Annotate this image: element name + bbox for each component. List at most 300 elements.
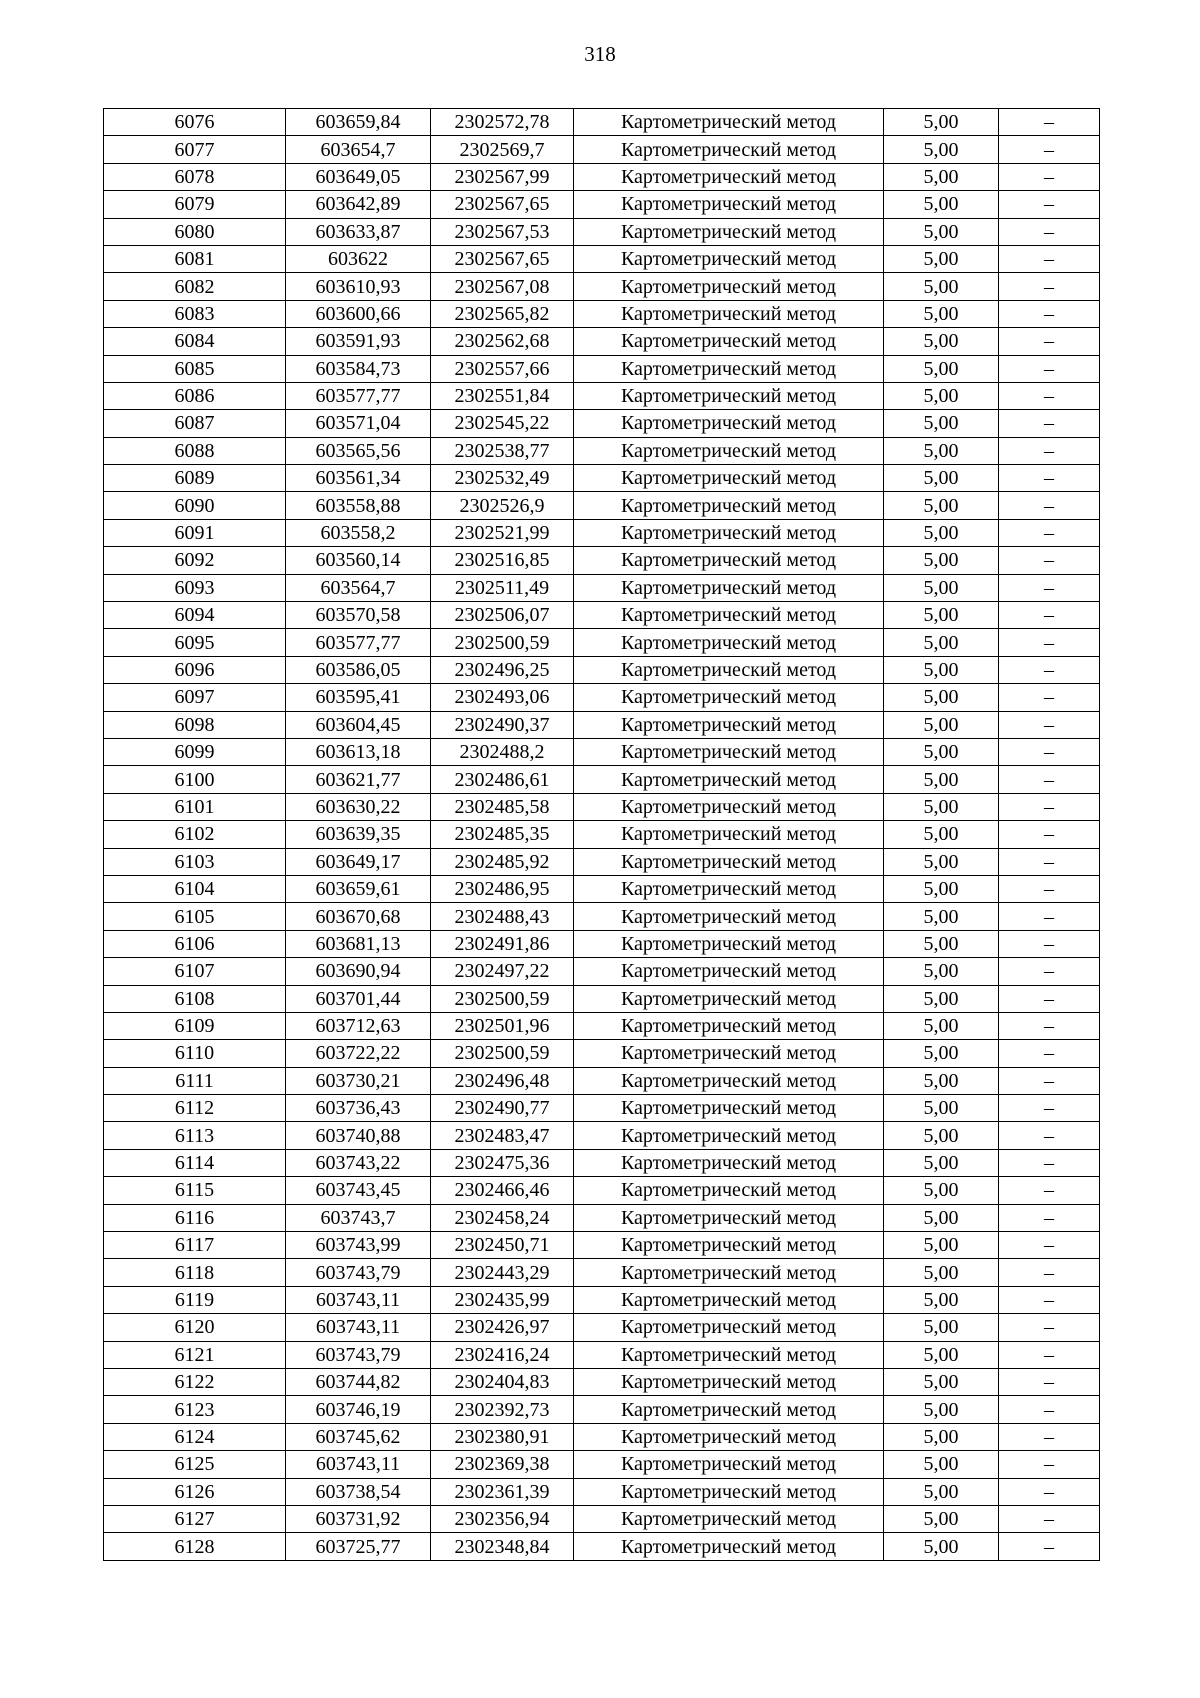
description-cell: – [999, 355, 1100, 382]
error-cell: 5,00 [884, 1341, 999, 1368]
table-row [104, 1040, 1100, 1067]
description-cell: – [999, 930, 1100, 957]
x-coordinate-cell: 603670,68 [286, 903, 431, 930]
x-coordinate-cell: 603738,54 [286, 1478, 431, 1505]
table-row [104, 766, 1100, 793]
point-number-cell: 6103 [104, 848, 286, 875]
x-coordinate-cell: 603659,84 [286, 109, 431, 136]
table-row [104, 191, 1100, 218]
description-cell: – [999, 1368, 1100, 1395]
table-row [104, 1177, 1100, 1204]
x-coordinate-cell: 603565,56 [286, 437, 431, 464]
table-row [104, 465, 1100, 492]
method-cell: Картометрический метод [574, 1396, 884, 1423]
x-coordinate-cell: 603681,13 [286, 930, 431, 957]
y-coordinate-cell: 2302496,48 [431, 1067, 574, 1094]
description-cell: – [999, 300, 1100, 327]
description-cell: – [999, 1451, 1100, 1478]
method-cell: Картометрический метод [574, 656, 884, 683]
method-cell: Картометрический метод [574, 1122, 884, 1149]
point-number-cell: 6099 [104, 738, 286, 765]
error-cell: 5,00 [884, 903, 999, 930]
description-cell: – [999, 958, 1100, 985]
y-coordinate-cell: 2302545,22 [431, 410, 574, 437]
point-number-cell: 6119 [104, 1286, 286, 1313]
error-cell: 5,00 [884, 1012, 999, 1039]
error-cell: 5,00 [884, 382, 999, 409]
table-row [104, 821, 1100, 848]
point-number-cell: 6092 [104, 547, 286, 574]
error-cell: 5,00 [884, 1177, 999, 1204]
point-number-cell: 6096 [104, 656, 286, 683]
y-coordinate-cell: 2302497,22 [431, 958, 574, 985]
x-coordinate-cell: 603712,63 [286, 1012, 431, 1039]
x-coordinate-cell: 603564,7 [286, 574, 431, 601]
y-coordinate-cell: 2302493,06 [431, 684, 574, 711]
error-cell: 5,00 [884, 656, 999, 683]
table-row [104, 382, 1100, 409]
point-number-cell: 6124 [104, 1423, 286, 1450]
table-row [104, 519, 1100, 546]
x-coordinate-cell: 603570,58 [286, 602, 431, 629]
point-number-cell: 6114 [104, 1149, 286, 1176]
method-cell: Картометрический метод [574, 1286, 884, 1313]
y-coordinate-cell: 2302500,59 [431, 629, 574, 656]
error-cell: 5,00 [884, 1451, 999, 1478]
x-coordinate-cell: 603743,11 [286, 1314, 431, 1341]
error-cell: 5,00 [884, 1149, 999, 1176]
y-coordinate-cell: 2302475,36 [431, 1149, 574, 1176]
description-cell: – [999, 465, 1100, 492]
table-row [104, 793, 1100, 820]
point-number-cell: 6111 [104, 1067, 286, 1094]
table-row [104, 1423, 1100, 1450]
y-coordinate-cell: 2302567,53 [431, 218, 574, 245]
table-row [104, 1149, 1100, 1176]
coordinates-table-body [104, 109, 1100, 1561]
description-cell: – [999, 574, 1100, 601]
point-number-cell: 6100 [104, 766, 286, 793]
y-coordinate-cell: 2302500,59 [431, 985, 574, 1012]
method-cell: Картометрический метод [574, 218, 884, 245]
method-cell: Картометрический метод [574, 109, 884, 136]
error-cell: 5,00 [884, 1122, 999, 1149]
point-number-cell: 6117 [104, 1232, 286, 1259]
description-cell: – [999, 1040, 1100, 1067]
description-cell: – [999, 191, 1100, 218]
method-cell: Картометрический метод [574, 1232, 884, 1259]
y-coordinate-cell: 2302485,58 [431, 793, 574, 820]
table-row [104, 1012, 1100, 1039]
point-number-cell: 6093 [104, 574, 286, 601]
point-number-cell: 6107 [104, 958, 286, 985]
y-coordinate-cell: 2302486,61 [431, 766, 574, 793]
x-coordinate-cell: 603577,77 [286, 382, 431, 409]
method-cell: Картометрический метод [574, 766, 884, 793]
point-number-cell: 6085 [104, 355, 286, 382]
error-cell: 5,00 [884, 1396, 999, 1423]
point-number-cell: 6120 [104, 1314, 286, 1341]
x-coordinate-cell: 603743,79 [286, 1259, 431, 1286]
point-number-cell: 6126 [104, 1478, 286, 1505]
y-coordinate-cell: 2302567,65 [431, 191, 574, 218]
point-number-cell: 6105 [104, 903, 286, 930]
description-cell: – [999, 410, 1100, 437]
method-cell: Картометрический метод [574, 465, 884, 492]
x-coordinate-cell: 603622 [286, 245, 431, 272]
method-cell: Картометрический метод [574, 1533, 884, 1560]
method-cell: Картометрический метод [574, 163, 884, 190]
point-number-cell: 6081 [104, 245, 286, 272]
method-cell: Картометрический метод [574, 793, 884, 820]
method-cell: Картометрический метод [574, 410, 884, 437]
y-coordinate-cell: 2302572,78 [431, 109, 574, 136]
y-coordinate-cell: 2302557,66 [431, 355, 574, 382]
description-cell: – [999, 163, 1100, 190]
x-coordinate-cell: 603649,05 [286, 163, 431, 190]
table-row [104, 875, 1100, 902]
method-cell: Картометрический метод [574, 1368, 884, 1395]
y-coordinate-cell: 2302562,68 [431, 328, 574, 355]
description-cell: – [999, 1012, 1100, 1039]
coordinates-table [103, 108, 1100, 1561]
method-cell: Картометрический метод [574, 273, 884, 300]
table-row [104, 437, 1100, 464]
table-row [104, 711, 1100, 738]
description-cell: – [999, 1122, 1100, 1149]
y-coordinate-cell: 2302491,86 [431, 930, 574, 957]
point-number-cell: 6094 [104, 602, 286, 629]
point-number-cell: 6108 [104, 985, 286, 1012]
description-cell: – [999, 1067, 1100, 1094]
y-coordinate-cell: 2302392,73 [431, 1396, 574, 1423]
y-coordinate-cell: 2302488,43 [431, 903, 574, 930]
x-coordinate-cell: 603630,22 [286, 793, 431, 820]
table-row [104, 492, 1100, 519]
table-row [104, 1505, 1100, 1532]
error-cell: 5,00 [884, 875, 999, 902]
y-coordinate-cell: 2302450,71 [431, 1232, 574, 1259]
error-cell: 5,00 [884, 821, 999, 848]
point-number-cell: 6097 [104, 684, 286, 711]
point-number-cell: 6128 [104, 1533, 286, 1560]
table-row [104, 1396, 1100, 1423]
error-cell: 5,00 [884, 1040, 999, 1067]
point-number-cell: 6095 [104, 629, 286, 656]
error-cell: 5,00 [884, 711, 999, 738]
table-row [104, 328, 1100, 355]
x-coordinate-cell: 603561,34 [286, 465, 431, 492]
table-row [104, 163, 1100, 190]
table-row [104, 930, 1100, 957]
table-row [104, 1286, 1100, 1313]
error-cell: 5,00 [884, 410, 999, 437]
method-cell: Картометрический метод [574, 355, 884, 382]
method-cell: Картометрический метод [574, 1095, 884, 1122]
x-coordinate-cell: 603571,04 [286, 410, 431, 437]
table-row [104, 1314, 1100, 1341]
x-coordinate-cell: 603560,14 [286, 547, 431, 574]
description-cell: – [999, 547, 1100, 574]
x-coordinate-cell: 603633,87 [286, 218, 431, 245]
x-coordinate-cell: 603586,05 [286, 656, 431, 683]
table-row [104, 629, 1100, 656]
point-number-cell: 6110 [104, 1040, 286, 1067]
method-cell: Картометрический метод [574, 1478, 884, 1505]
description-cell: – [999, 629, 1100, 656]
description-cell: – [999, 738, 1100, 765]
method-cell: Картометрический метод [574, 547, 884, 574]
y-coordinate-cell: 2302443,29 [431, 1259, 574, 1286]
description-cell: – [999, 1259, 1100, 1286]
error-cell: 5,00 [884, 328, 999, 355]
point-number-cell: 6083 [104, 300, 286, 327]
point-number-cell: 6115 [104, 1177, 286, 1204]
table-row [104, 958, 1100, 985]
x-coordinate-cell: 603610,93 [286, 273, 431, 300]
x-coordinate-cell: 603722,22 [286, 1040, 431, 1067]
page-number: 318 [584, 42, 616, 66]
method-cell: Картометрический метод [574, 1451, 884, 1478]
point-number-cell: 6080 [104, 218, 286, 245]
description-cell: – [999, 1177, 1100, 1204]
x-coordinate-cell: 603642,89 [286, 191, 431, 218]
method-cell: Картометрический метод [574, 437, 884, 464]
x-coordinate-cell: 603659,61 [286, 875, 431, 902]
method-cell: Картометрический метод [574, 903, 884, 930]
description-cell: – [999, 1204, 1100, 1231]
method-cell: Картометрический метод [574, 1259, 884, 1286]
error-cell: 5,00 [884, 300, 999, 327]
error-cell: 5,00 [884, 602, 999, 629]
y-coordinate-cell: 2302551,84 [431, 382, 574, 409]
description-cell: – [999, 711, 1100, 738]
point-number-cell: 6079 [104, 191, 286, 218]
description-cell: – [999, 1286, 1100, 1313]
point-number-cell: 6091 [104, 519, 286, 546]
description-cell: – [999, 793, 1100, 820]
method-cell: Картометрический метод [574, 1040, 884, 1067]
table-row [104, 1259, 1100, 1286]
description-cell: – [999, 848, 1100, 875]
point-number-cell: 6076 [104, 109, 286, 136]
description-cell: – [999, 821, 1100, 848]
x-coordinate-cell: 603743,99 [286, 1232, 431, 1259]
description-cell: – [999, 1423, 1100, 1450]
method-cell: Картометрический метод [574, 738, 884, 765]
y-coordinate-cell: 2302490,37 [431, 711, 574, 738]
description-cell: – [999, 875, 1100, 902]
method-cell: Картометрический метод [574, 519, 884, 546]
description-cell: – [999, 1232, 1100, 1259]
table-row [104, 245, 1100, 272]
y-coordinate-cell: 2302416,24 [431, 1341, 574, 1368]
error-cell: 5,00 [884, 848, 999, 875]
method-cell: Картометрический метод [574, 328, 884, 355]
x-coordinate-cell: 603600,66 [286, 300, 431, 327]
error-cell: 5,00 [884, 684, 999, 711]
error-cell: 5,00 [884, 1423, 999, 1450]
error-cell: 5,00 [884, 492, 999, 519]
description-cell: – [999, 492, 1100, 519]
y-coordinate-cell: 2302521,99 [431, 519, 574, 546]
table-row [104, 574, 1100, 601]
y-coordinate-cell: 2302565,82 [431, 300, 574, 327]
table-row [104, 1122, 1100, 1149]
method-cell: Картометрический метод [574, 382, 884, 409]
description-cell: – [999, 985, 1100, 1012]
method-cell: Картометрический метод [574, 985, 884, 1012]
point-number-cell: 6122 [104, 1368, 286, 1395]
y-coordinate-cell: 2302500,59 [431, 1040, 574, 1067]
description-cell: – [999, 245, 1100, 272]
y-coordinate-cell: 2302485,35 [431, 821, 574, 848]
x-coordinate-cell: 603746,19 [286, 1396, 431, 1423]
method-cell: Картометрический метод [574, 821, 884, 848]
y-coordinate-cell: 2302496,25 [431, 656, 574, 683]
point-number-cell: 6106 [104, 930, 286, 957]
method-cell: Картометрический метод [574, 629, 884, 656]
method-cell: Картометрический метод [574, 492, 884, 519]
x-coordinate-cell: 603584,73 [286, 355, 431, 382]
table-row [104, 410, 1100, 437]
x-coordinate-cell: 603604,45 [286, 711, 431, 738]
error-cell: 5,00 [884, 1368, 999, 1395]
point-number-cell: 6087 [104, 410, 286, 437]
point-number-cell: 6118 [104, 1259, 286, 1286]
error-cell: 5,00 [884, 1259, 999, 1286]
error-cell: 5,00 [884, 273, 999, 300]
error-cell: 5,00 [884, 163, 999, 190]
error-cell: 5,00 [884, 793, 999, 820]
x-coordinate-cell: 603743,22 [286, 1149, 431, 1176]
method-cell: Картометрический метод [574, 1012, 884, 1039]
error-cell: 5,00 [884, 1095, 999, 1122]
error-cell: 5,00 [884, 519, 999, 546]
description-cell: – [999, 1533, 1100, 1560]
point-number-cell: 6116 [104, 1204, 286, 1231]
error-cell: 5,00 [884, 1286, 999, 1313]
error-cell: 5,00 [884, 1533, 999, 1560]
error-cell: 5,00 [884, 355, 999, 382]
x-coordinate-cell: 603649,17 [286, 848, 431, 875]
table-row [104, 985, 1100, 1012]
method-cell: Картометрический метод [574, 574, 884, 601]
table-row [104, 848, 1100, 875]
x-coordinate-cell: 603743,7 [286, 1204, 431, 1231]
y-coordinate-cell: 2302567,99 [431, 163, 574, 190]
table-row [104, 1533, 1100, 1560]
table-row [104, 1478, 1100, 1505]
error-cell: 5,00 [884, 547, 999, 574]
method-cell: Картометрический метод [574, 1177, 884, 1204]
x-coordinate-cell: 603743,11 [286, 1451, 431, 1478]
error-cell: 5,00 [884, 218, 999, 245]
table-row [104, 273, 1100, 300]
description-cell: – [999, 519, 1100, 546]
table-row [104, 300, 1100, 327]
method-cell: Картометрический метод [574, 930, 884, 957]
method-cell: Картометрический метод [574, 875, 884, 902]
error-cell: 5,00 [884, 245, 999, 272]
x-coordinate-cell: 603725,77 [286, 1533, 431, 1560]
description-cell: – [999, 1396, 1100, 1423]
x-coordinate-cell: 603743,45 [286, 1177, 431, 1204]
description-cell: – [999, 1314, 1100, 1341]
x-coordinate-cell: 603743,11 [286, 1286, 431, 1313]
error-cell: 5,00 [884, 629, 999, 656]
x-coordinate-cell: 603743,79 [286, 1341, 431, 1368]
error-cell: 5,00 [884, 574, 999, 601]
x-coordinate-cell: 603558,2 [286, 519, 431, 546]
error-cell: 5,00 [884, 191, 999, 218]
method-cell: Картометрический метод [574, 1341, 884, 1368]
table-row [104, 738, 1100, 765]
error-cell: 5,00 [884, 136, 999, 163]
description-cell: – [999, 766, 1100, 793]
description-cell: – [999, 1095, 1100, 1122]
table-row [104, 1368, 1100, 1395]
x-coordinate-cell: 603621,77 [286, 766, 431, 793]
table-row [104, 109, 1100, 136]
error-cell: 5,00 [884, 1505, 999, 1532]
description-cell: – [999, 109, 1100, 136]
x-coordinate-cell: 603730,21 [286, 1067, 431, 1094]
point-number-cell: 6090 [104, 492, 286, 519]
description-cell: – [999, 1478, 1100, 1505]
table-row [104, 903, 1100, 930]
method-cell: Картометрический метод [574, 1423, 884, 1450]
y-coordinate-cell: 2302485,92 [431, 848, 574, 875]
error-cell: 5,00 [884, 465, 999, 492]
y-coordinate-cell: 2302466,46 [431, 1177, 574, 1204]
error-cell: 5,00 [884, 1478, 999, 1505]
point-number-cell: 6127 [104, 1505, 286, 1532]
x-coordinate-cell: 603736,43 [286, 1095, 431, 1122]
y-coordinate-cell: 2302567,08 [431, 273, 574, 300]
method-cell: Картометрический метод [574, 136, 884, 163]
y-coordinate-cell: 2302426,97 [431, 1314, 574, 1341]
error-cell: 5,00 [884, 1232, 999, 1259]
point-number-cell: 6084 [104, 328, 286, 355]
table-row [104, 1341, 1100, 1368]
x-coordinate-cell: 603745,62 [286, 1423, 431, 1450]
description-cell: – [999, 328, 1100, 355]
y-coordinate-cell: 2302511,49 [431, 574, 574, 601]
description-cell: – [999, 1505, 1100, 1532]
x-coordinate-cell: 603740,88 [286, 1122, 431, 1149]
error-cell: 5,00 [884, 738, 999, 765]
method-cell: Картометрический метод [574, 1067, 884, 1094]
point-number-cell: 6123 [104, 1396, 286, 1423]
table-row [104, 355, 1100, 382]
x-coordinate-cell: 603591,93 [286, 328, 431, 355]
table-row [104, 1451, 1100, 1478]
method-cell: Картометрический метод [574, 300, 884, 327]
x-coordinate-cell: 603744,82 [286, 1368, 431, 1395]
point-number-cell: 6082 [104, 273, 286, 300]
y-coordinate-cell: 2302567,65 [431, 245, 574, 272]
point-number-cell: 6102 [104, 821, 286, 848]
description-cell: – [999, 136, 1100, 163]
x-coordinate-cell: 603577,77 [286, 629, 431, 656]
error-cell: 5,00 [884, 930, 999, 957]
description-cell: – [999, 273, 1100, 300]
table-row [104, 1067, 1100, 1094]
method-cell: Картометрический метод [574, 958, 884, 985]
y-coordinate-cell: 2302538,77 [431, 437, 574, 464]
method-cell: Картометрический метод [574, 245, 884, 272]
